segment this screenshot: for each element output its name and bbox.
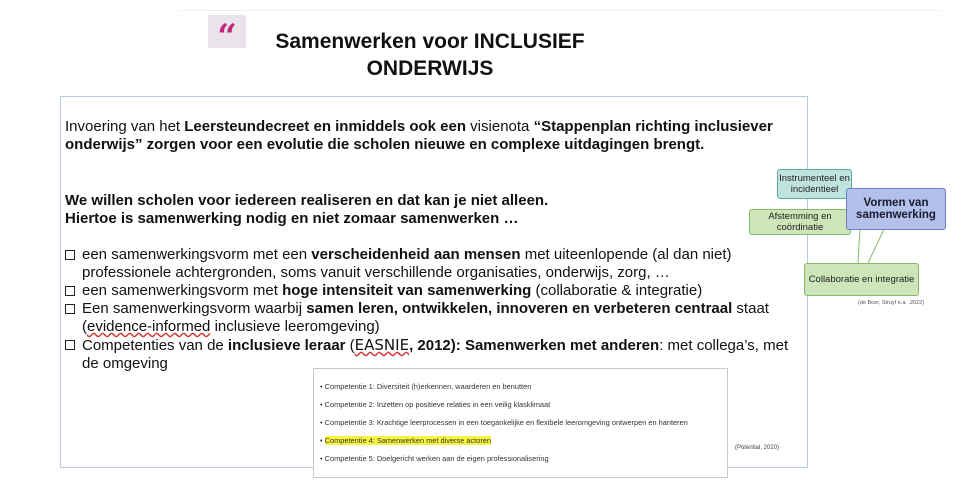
bullet-bold: hoge intensiteit van samenwerking bbox=[282, 282, 532, 299]
bullet-underlined: EASNIE bbox=[354, 336, 410, 354]
bullet-text: een samenwerkingsvorm met een bbox=[82, 246, 312, 263]
goal-paragraph bbox=[65, 192, 785, 228]
intro-text-1: Invoering van het bbox=[65, 118, 185, 135]
title-line-1: Samenwerken voor INCLUSIEF bbox=[275, 30, 585, 53]
diagram-source: (de Boer, Struyf e.a. ,2022) bbox=[858, 300, 925, 306]
competency-text: Competentie 5: Doelgericht werken aan de eigen professionalisering bbox=[324, 454, 549, 463]
bullet-item bbox=[65, 282, 800, 300]
competency-item: • Competentie 1: Diversiteit (h)erkennen, waarderen en benutten bbox=[320, 382, 532, 391]
bullet-item bbox=[65, 300, 800, 336]
bullet-bold: samen leren, ontwikkelen, innoveren en verbeteren centraal bbox=[306, 300, 733, 317]
bullet-underlined: evidence-informed bbox=[87, 318, 211, 335]
intro-bold-2: “Stappenplan richting inclusiever onderwijs” zorgen voor een evolutie die scholen nieuwe en complexe uitdagingen brengt. bbox=[65, 118, 773, 153]
goal-line-1: We willen scholen voor iedereen realiseren en dat kan je niet alleen. bbox=[65, 192, 549, 209]
bullet-text: (collaboratie & integratie) bbox=[531, 282, 703, 299]
node-instrumenteel: Instrumenteel en incidentieel bbox=[777, 169, 852, 199]
bullet-text: ( bbox=[345, 337, 355, 354]
node-vormen-van-samenwerking: Vormen van samenwerking bbox=[846, 188, 946, 230]
competency-item-highlighted: • Competentie 4: Samenwerken met diverse actoren bbox=[320, 436, 492, 445]
page-title bbox=[220, 28, 640, 82]
competencies-source: (Potential, 2020) bbox=[735, 445, 780, 451]
checkbox-bullet-icon bbox=[65, 304, 75, 314]
intro-paragraph bbox=[65, 118, 785, 154]
bullet-bold: , 2012): bbox=[409, 337, 465, 354]
bullet-bold: verscheidenheid aan mensen bbox=[311, 246, 521, 263]
connector-line bbox=[858, 227, 860, 263]
connector-line bbox=[868, 227, 885, 263]
bullet-list bbox=[65, 246, 800, 373]
checkbox-bullet-icon bbox=[65, 340, 75, 350]
title-line-2: ONDERWIJS bbox=[366, 57, 494, 80]
bullet-text: Een samenwerkingsvorm waarbij bbox=[82, 300, 307, 317]
bullet-item bbox=[65, 246, 800, 282]
bullet-bold: Samenwerken met anderen bbox=[464, 337, 660, 354]
node-afstemming: Afstemming en coördinatie bbox=[749, 209, 851, 235]
bullet-bold: inclusieve leraar bbox=[227, 337, 346, 354]
competency-text: Competentie 4: Samenwerken met diverse actoren bbox=[324, 436, 492, 445]
competency-text: Competentie 3: Krachtige leerprocessen in een toegankelijke en flexibele leeromgeving ontwerpen en hanteren bbox=[324, 418, 688, 427]
checkbox-bullet-icon bbox=[65, 250, 75, 260]
intro-bold-1: Leersteundecreet en inmiddels ook een bbox=[184, 118, 467, 135]
bullet-text: een samenwerkingsvorm met bbox=[82, 282, 283, 299]
top-divider bbox=[180, 10, 940, 11]
bullet-text: staat ( bbox=[82, 300, 769, 335]
competency-item: • Competentie 2: Inzetten op positieve relaties in een veilig klasklimaat bbox=[320, 400, 551, 409]
bullet-text: inclusieve leeromgeving) bbox=[210, 318, 380, 335]
competency-text: Competentie 2: Inzetten op positieve relaties in een veilig klasklimaat bbox=[324, 400, 551, 409]
competency-text: Competentie 1: Diversiteit (h)erkennen, waarderen en benutten bbox=[324, 382, 532, 391]
goal-line-2: Hiertoe is samenwerking nodig en niet zomaar samenwerken … bbox=[65, 210, 519, 227]
collaboration-diagram bbox=[740, 163, 960, 313]
competency-item: • Competentie 3: Krachtige leerprocessen in een toegankelijke en flexibele leeromgeving ontwerpen en hanteren bbox=[320, 418, 688, 427]
node-collaboratie: Collaboratie en integratie bbox=[804, 263, 919, 296]
bullet-text: : met collega’s, met de omgeving bbox=[82, 337, 789, 372]
quote-icon: “ bbox=[208, 15, 246, 48]
intro-text-2: visienota bbox=[466, 118, 534, 135]
bullet-text: met uiteenlopende (al dan niet) professionele achtergronden, soms vanuit verschillende organisaties, onderwijs, zorg, … bbox=[82, 246, 732, 281]
competencies-list bbox=[320, 378, 688, 468]
bullet-text: Competenties van de bbox=[82, 337, 228, 354]
checkbox-bullet-icon bbox=[65, 286, 75, 296]
competency-item: • Competentie 5: Doelgericht werken aan de eigen professionalisering bbox=[320, 454, 549, 463]
